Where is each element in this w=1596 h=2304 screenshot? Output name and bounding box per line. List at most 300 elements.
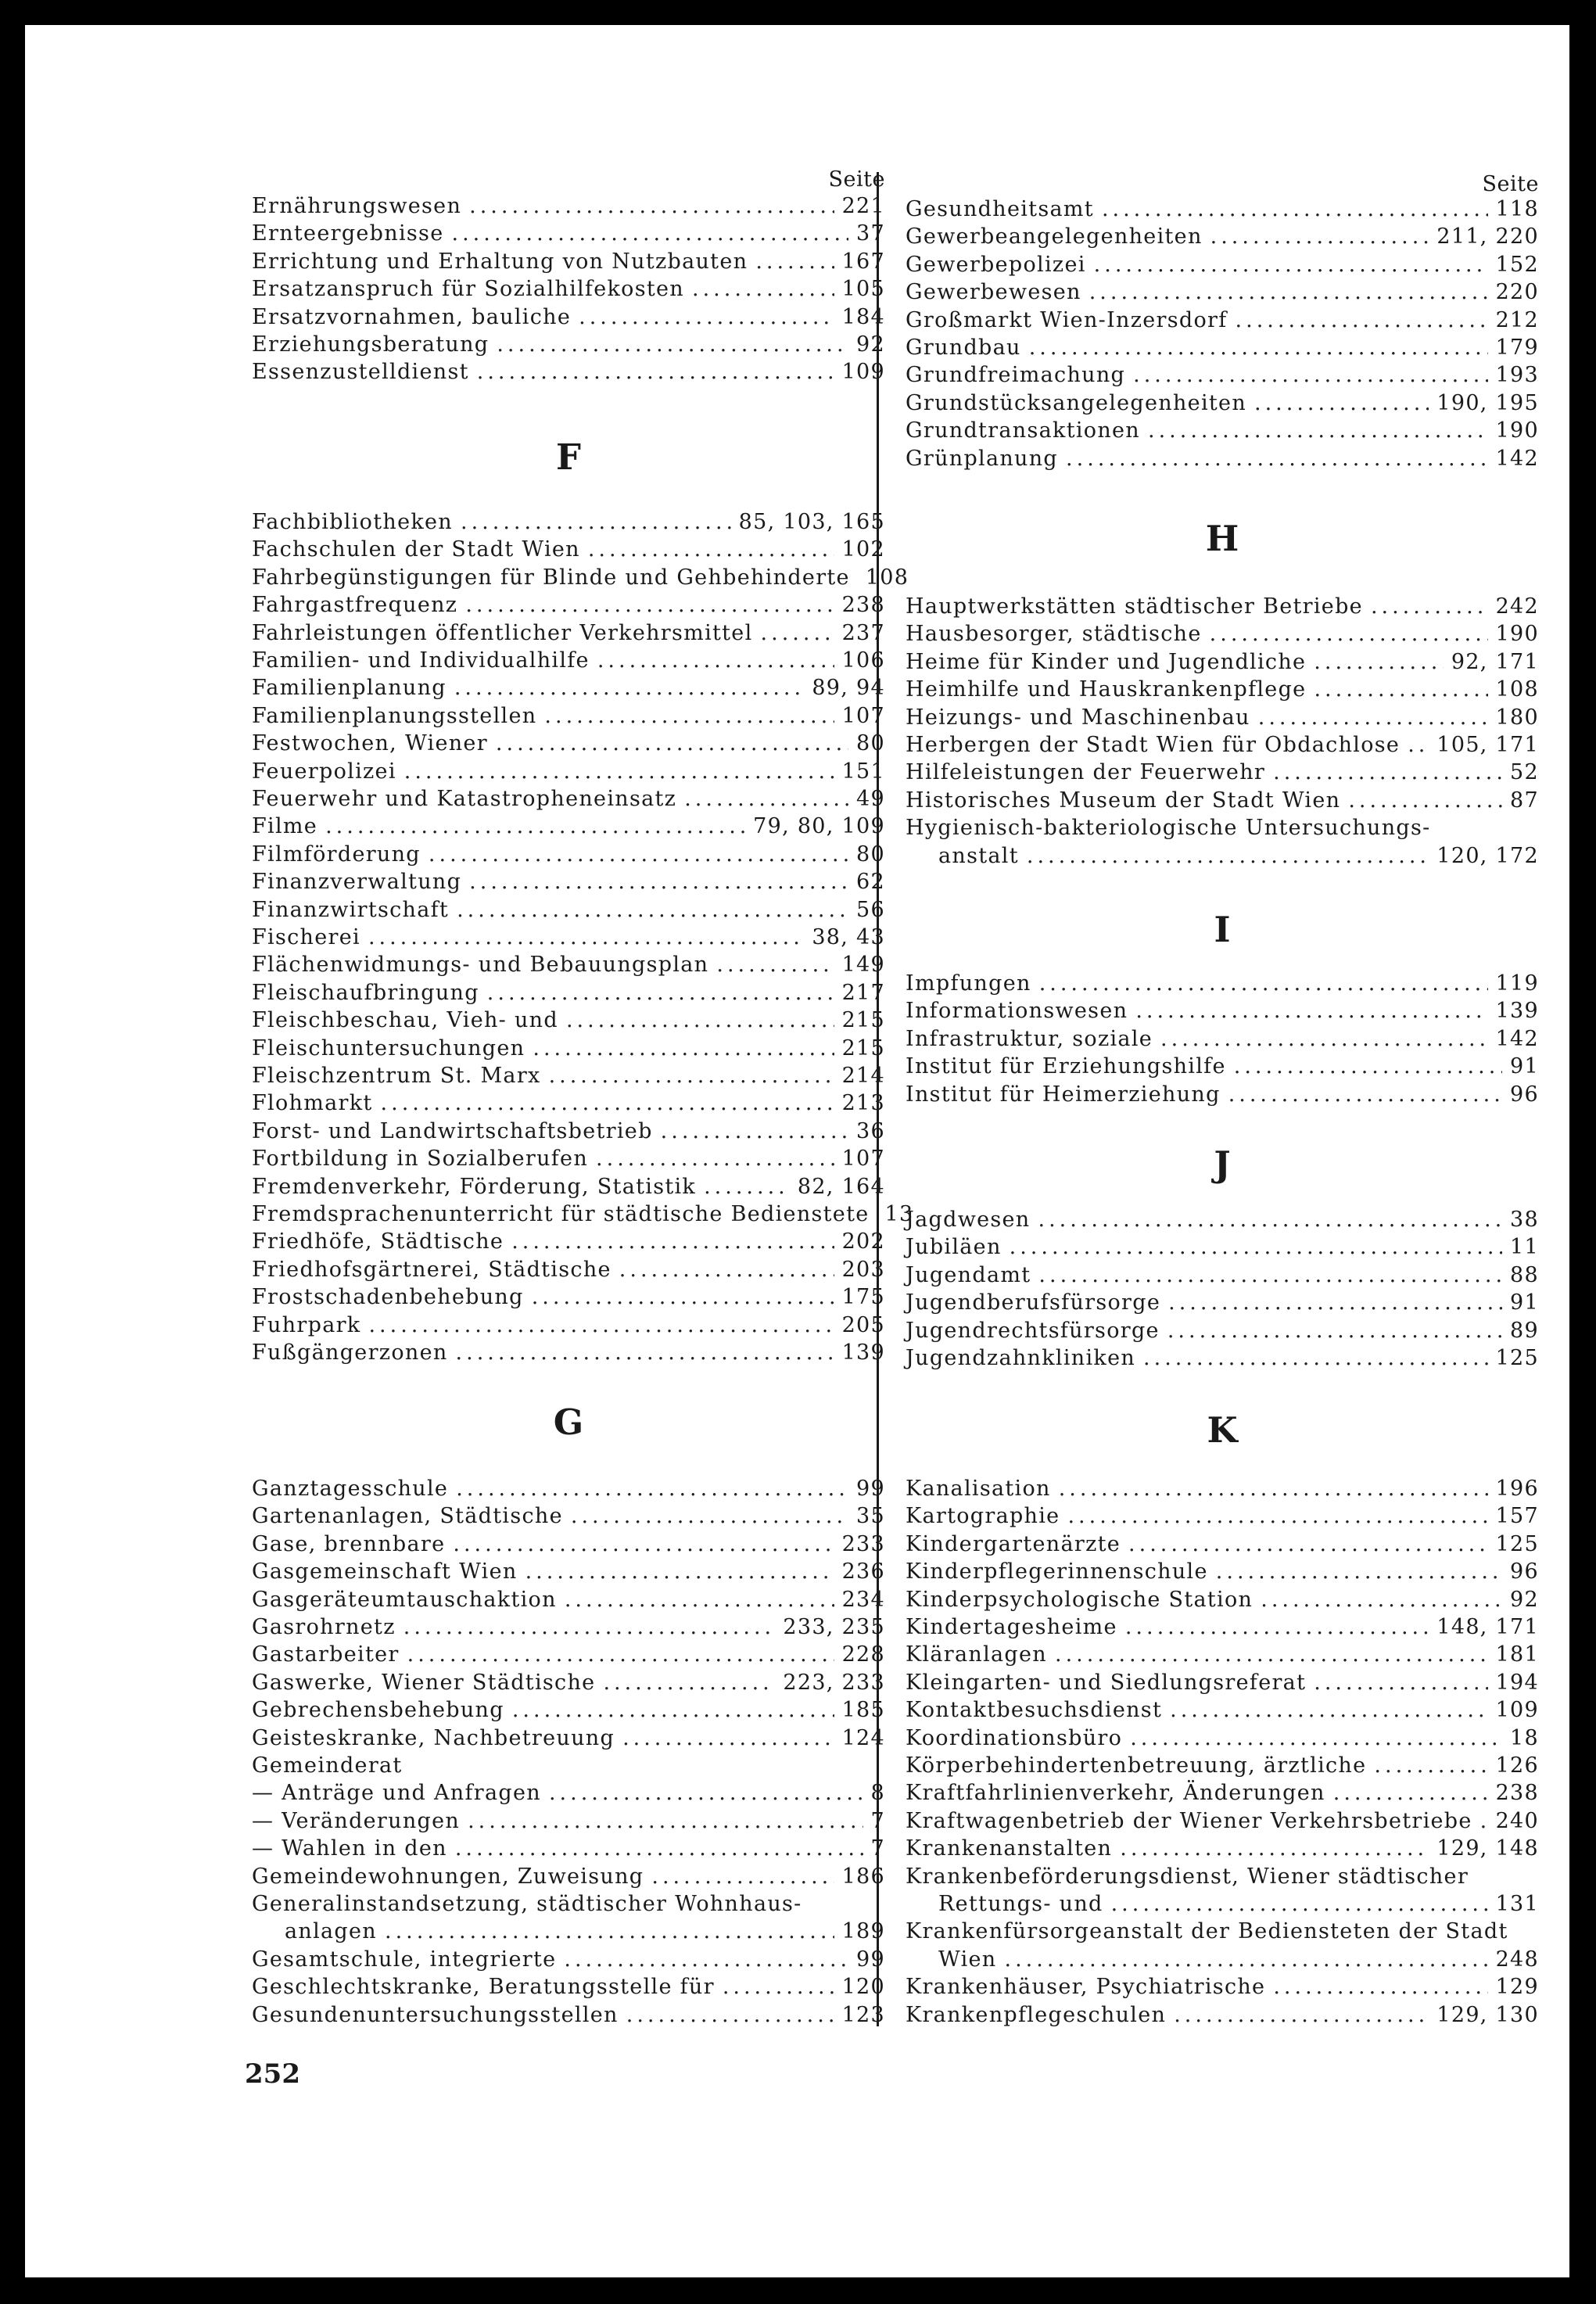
index-entry: [906, 1864, 1539, 1892]
dot-leader: [477, 360, 834, 384]
dot-leader: [1004, 1947, 1487, 1972]
entry-pages: 228: [841, 1642, 885, 1667]
entry-pages: 8: [870, 1781, 885, 1806]
entry-pages: 108: [1495, 677, 1539, 702]
dot-leader: [1111, 1892, 1488, 1916]
dot-leader: [1174, 2003, 1429, 2027]
entry-term: Kläranlagen: [906, 1642, 1047, 1667]
index-entry: [906, 1615, 1539, 1642]
entry-pages: 125: [1495, 1346, 1539, 1370]
dot-leader: [1038, 1263, 1502, 1287]
index-entry: [252, 1504, 885, 1531]
entry-term: Festwochen, Wiener: [252, 731, 488, 756]
dot-leader: [457, 898, 848, 922]
entry-pages: 126: [1495, 1753, 1539, 1778]
index-entry: [906, 1753, 1539, 1781]
entry-pages: 80: [856, 842, 885, 867]
dot-leader: [1216, 1559, 1502, 1584]
entry-pages: 124: [841, 1725, 885, 1750]
index-entry: [906, 197, 1539, 224]
entry-term: Fahrgastfrequenz: [252, 593, 458, 618]
entry-term: Hausbesorger, städtische: [906, 622, 1202, 647]
dot-leader: [1010, 1235, 1502, 1259]
index-entry: [252, 1477, 885, 1504]
entry-pages: 91: [1510, 1054, 1539, 1079]
entry-term: Fleischaufbringung: [252, 980, 479, 1005]
entry-term: Fachbibliotheken: [252, 510, 453, 534]
entry-pages: 139: [1495, 999, 1539, 1024]
index-entry: [252, 953, 885, 980]
entry-pages: 151: [841, 759, 885, 784]
entry-term: Hygienisch-bakteriologische Untersuchungs-: [906, 816, 1431, 841]
section-letter: I: [1214, 909, 1231, 950]
entry-term: Grundtransaktionen: [906, 418, 1140, 443]
dot-leader: [451, 221, 848, 246]
index-entry: [906, 1054, 1539, 1082]
index-entry: [252, 593, 885, 620]
entry-term: Grundfreimachung: [906, 363, 1126, 388]
entry-term: Krankenbeförderungsdienst, Wiener städtischer: [906, 1864, 1469, 1889]
index-entry: [252, 1202, 914, 1229]
entry-term: Kinderpsychologische Station: [906, 1587, 1253, 1612]
entry-pages: 196: [1495, 1477, 1539, 1501]
index-entry: [252, 1615, 885, 1642]
entry-term: Kleingarten- und Siedlungsreferat: [906, 1670, 1307, 1695]
entry-term: Jugendrechtsfürsorge: [906, 1318, 1160, 1343]
entry-term: Geschlechtskranke, Beratungsstelle für: [252, 1975, 715, 2000]
entry-term: Filme: [252, 814, 318, 839]
entry-term: Heizungs- und Maschinenbau: [906, 705, 1250, 730]
index-entry: [252, 360, 885, 387]
entry-term: Familien- und Individualhilfe: [252, 648, 590, 673]
dot-leader: [603, 1671, 775, 1695]
entry-term: Fremdsprachenunterricht für städtische Bedienstete: [252, 1202, 870, 1226]
entry-term: Gasgemeinschaft Wien: [252, 1559, 518, 1584]
index-entry: [906, 447, 1539, 474]
entry-pages: 203: [841, 1257, 885, 1282]
entry-term: Fahrbegünstigungen für Blinde und Gehbehinderte: [252, 565, 850, 590]
entry-pages: 214: [841, 1064, 885, 1088]
entry-pages: 237: [841, 620, 885, 645]
entry-term: Kanalisation: [906, 1477, 1051, 1501]
index-entry: [906, 1975, 1539, 2002]
entry-term: Kinderpflegerinnenschule: [906, 1559, 1208, 1584]
entry-term: Krankenpflegeschulen: [906, 2002, 1167, 2027]
dot-leader: [532, 1285, 834, 1309]
index-entry: [252, 1340, 885, 1368]
dot-leader: [1210, 224, 1429, 249]
entry-pages: 139: [841, 1340, 885, 1365]
entry-pages: 99: [856, 1477, 885, 1501]
entry-pages: 56: [856, 897, 885, 922]
index-entry: [906, 1947, 1539, 1975]
index-entry: [906, 650, 1539, 677]
index-entry: [906, 1642, 1539, 1670]
entry-term: Filmförderung: [252, 842, 421, 867]
entry-term: Heimhilfe und Hauskrankenpflege: [906, 677, 1307, 702]
dot-leader: [1261, 1588, 1502, 1612]
entry-term: Feuerpolizei: [252, 759, 396, 784]
dot-leader: [544, 704, 834, 728]
entry-pages: 205: [841, 1312, 885, 1337]
entry-term: Gaswerke, Wiener Städtische: [252, 1670, 596, 1695]
entry-pages: 91: [1510, 1290, 1539, 1315]
entry-pages: 193: [1495, 363, 1539, 388]
entry-pages: 7: [870, 1836, 885, 1861]
entry-term: Grundbau: [906, 336, 1021, 360]
dot-leader: [1333, 1781, 1488, 1805]
dot-leader: [497, 332, 848, 357]
entry-pages: 36: [856, 1118, 885, 1143]
entry-pages: 238: [841, 593, 885, 618]
index-entry: [906, 1290, 1539, 1318]
entry-term: Koordinationsbüro: [906, 1725, 1123, 1750]
entry-term: Fleischzentrum St. Marx: [252, 1064, 541, 1088]
dot-leader: [468, 1809, 863, 1833]
entry-term: Ernteergebnisse: [252, 221, 444, 246]
entry-term: Kindertagesheime: [906, 1615, 1117, 1639]
index-entry: [252, 249, 885, 277]
entry-pages: 180: [1495, 705, 1539, 730]
entry-pages: 96: [1510, 1082, 1539, 1107]
dot-leader: [1314, 677, 1487, 702]
seite-header-right: Seite: [1482, 172, 1539, 196]
entry-pages: 85, 103, 165: [738, 510, 885, 534]
entry-pages: 167: [841, 249, 885, 274]
index-entry: [252, 1175, 885, 1202]
entry-pages: 52: [1510, 760, 1539, 785]
entry-term: Infrastruktur, soziale: [906, 1026, 1153, 1051]
entry-term: Gemeindewohnungen, Zuweisung: [252, 1864, 644, 1889]
entry-pages: 79, 80, 109: [753, 814, 885, 839]
dot-leader: [1148, 418, 1488, 443]
entry-pages: 119: [1495, 971, 1539, 996]
entry-term: — Veränderungen: [252, 1808, 461, 1833]
index-entry: [906, 1559, 1539, 1587]
index-entry: [906, 760, 1539, 788]
entry-pages: 217: [841, 980, 885, 1005]
index-entry: [906, 391, 1539, 418]
entry-pages: 129: [1495, 1975, 1539, 2000]
entry-term: Gesamtschule, integrierte: [252, 1947, 557, 1972]
entry-pages: 92: [856, 332, 885, 357]
entry-pages: 148, 171: [1436, 1615, 1539, 1639]
index-entry: [252, 676, 885, 703]
index-entry: [252, 870, 885, 897]
entry-pages: 248: [1495, 1947, 1539, 1972]
entry-term: Kraftfahrlinienverkehr, Änderungen: [906, 1781, 1325, 1806]
entry-pages: 190, 195: [1436, 390, 1539, 415]
entry-term: Krankenhäuser, Psychiatrische: [906, 1975, 1266, 2000]
entry-pages: 35: [856, 1504, 885, 1529]
index-entry: [252, 1559, 885, 1587]
entry-pages: 105, 171: [1436, 733, 1539, 757]
dot-leader: [704, 1175, 790, 1199]
index-entry: [252, 1229, 885, 1257]
entry-pages: 120: [841, 1975, 885, 2000]
entry-term: Ganztagesschule: [252, 1477, 449, 1501]
entry-term: Krankenfürsorgeanstalt der Bediensteten der Stadt: [906, 1919, 1508, 1944]
index-entry: [252, 1036, 885, 1064]
dot-leader: [1374, 1753, 1487, 1778]
entry-term: Herbergen der Stadt Wien für Obdachlose: [906, 733, 1401, 757]
entry-term: anstalt: [938, 843, 1019, 868]
entry-pages: 211, 220: [1436, 224, 1539, 249]
dot-leader: [512, 1698, 834, 1722]
entry-pages: 202: [841, 1229, 885, 1254]
entry-pages: 149: [841, 953, 885, 978]
entry-pages: 129, 148: [1436, 1836, 1539, 1861]
entry-term: Gartenanlagen, Städtische: [252, 1504, 563, 1529]
entry-pages: 106: [841, 648, 885, 673]
entry-term: Gase, brennbare: [252, 1531, 446, 1556]
entry-pages: 234: [841, 1587, 885, 1612]
entry-pages: 120, 172: [1436, 843, 1539, 868]
index-entry: [906, 999, 1539, 1026]
index-entry: [252, 704, 885, 731]
entry-pages: 215: [841, 1035, 885, 1060]
entry-term: Jubiläen: [906, 1235, 1002, 1260]
dot-leader: [596, 1147, 834, 1171]
entry-term: Heime für Kinder und Jugendliche: [906, 649, 1307, 674]
entry-term: Friedhofsgärtnerei, Städtische: [252, 1257, 612, 1282]
entry-term: Hauptwerkstätten städtischer Betriebe: [906, 594, 1363, 619]
index-entry: [906, 1263, 1539, 1290]
section-letter: K: [1207, 1409, 1238, 1451]
dot-leader: [525, 1559, 834, 1584]
index-entry: [252, 565, 909, 593]
index-entry: [906, 1781, 1539, 1808]
dot-leader: [1067, 1504, 1487, 1528]
index-entry: [906, 1698, 1539, 1725]
entry-term: Gewerbeangelegenheiten: [906, 224, 1203, 249]
entry-pages: 109: [841, 360, 885, 385]
dot-leader: [1059, 1477, 1488, 1501]
entry-term: Ersatzanspruch für Sozialhilfekosten: [252, 277, 684, 302]
dot-leader: [465, 593, 834, 617]
dot-leader: [469, 194, 834, 218]
entry-term: Institut für Erziehungshilfe: [906, 1054, 1226, 1079]
index-entry: [252, 1753, 885, 1781]
index-entry: [906, 1208, 1539, 1235]
dot-leader: [1055, 1642, 1488, 1667]
index-entry: [906, 816, 1539, 843]
dot-leader: [325, 814, 745, 838]
entry-term: Gewerbepolizei: [906, 252, 1086, 277]
dot-leader: [456, 1340, 834, 1365]
entry-pages: 18: [1510, 1725, 1539, 1750]
index-entry: [906, 971, 1539, 999]
index-entry: [252, 1726, 885, 1753]
index-entry: [252, 1064, 885, 1091]
entry-term: Jugendzahnkliniken: [906, 1346, 1136, 1370]
index-entry: [906, 788, 1539, 816]
entry-pages: 223, 233: [783, 1670, 885, 1695]
dot-leader: [1258, 705, 1488, 730]
entry-pages: 89, 94: [812, 676, 885, 701]
index-entry: [906, 1836, 1539, 1864]
index-entry: [906, 733, 1539, 760]
index-entry: [252, 1864, 885, 1892]
dot-leader: [1371, 594, 1488, 619]
entry-term: Kartographie: [906, 1504, 1060, 1529]
entry-pages: 87: [1510, 788, 1539, 813]
dot-leader: [1168, 1290, 1502, 1315]
index-entry: [906, 418, 1539, 446]
dot-leader: [496, 731, 848, 755]
index-entry: [252, 621, 885, 648]
dot-leader: [1314, 1671, 1487, 1695]
dot-leader: [1128, 1532, 1488, 1556]
entry-term: Institut für Heimerziehung: [906, 1082, 1221, 1107]
entry-pages: 181: [1495, 1642, 1539, 1667]
index-entry: [252, 1671, 885, 1698]
entry-pages: 238: [1495, 1781, 1539, 1806]
entry-term: Generalinstandsetzung, städtischer Wohnhaus-: [252, 1892, 802, 1916]
entry-pages: 213: [841, 1091, 885, 1116]
entry-pages: 38: [1510, 1208, 1539, 1232]
entry-term: Fußgängerzonen: [252, 1340, 448, 1365]
dot-leader: [619, 1258, 834, 1282]
index-entry: [906, 280, 1539, 307]
entry-pages: 92, 171: [1451, 649, 1539, 674]
entry-term: Fuhrpark: [252, 1312, 361, 1337]
entry-term: Grünplanung: [906, 446, 1059, 471]
dot-leader: [579, 305, 834, 329]
index-entry: [906, 622, 1539, 649]
entry-pages: 142: [1495, 1026, 1539, 1051]
dot-leader: [461, 510, 731, 534]
dot-leader: [1228, 1082, 1502, 1107]
entry-term: Rettungs- und: [938, 1892, 1103, 1916]
entry-pages: 82, 164: [797, 1174, 885, 1199]
entry-term: Gasgeräteumtauschaktion: [252, 1587, 557, 1612]
index-entry: [906, 1346, 1539, 1373]
dot-leader: [1039, 971, 1488, 996]
dot-leader: [469, 870, 848, 894]
entry-pages: 7: [870, 1808, 885, 1833]
entry-pages: 215: [841, 1008, 885, 1033]
dot-leader: [1408, 733, 1429, 757]
index-entry: [252, 1642, 885, 1670]
entry-pages: 220: [1495, 280, 1539, 305]
entry-pages: 242: [1495, 594, 1539, 619]
entry-term: Ersatzvornahmen, bauliche: [252, 304, 572, 329]
section-letter: G: [553, 1401, 584, 1443]
index-entry: [906, 1919, 1539, 1947]
entry-term: Fremdenverkehr, Förderung, Statistik: [252, 1174, 697, 1199]
entry-pages: 99: [856, 1947, 885, 1972]
dot-leader: [692, 277, 834, 301]
entry-pages: 102: [841, 537, 885, 562]
entry-pages: 107: [841, 703, 885, 728]
dot-leader: [564, 1947, 848, 1972]
entry-pages: 11: [1510, 1235, 1539, 1260]
index-entry: [252, 194, 885, 221]
entry-term: Familienplanungsstellen: [252, 703, 537, 728]
seite-header-left: Seite: [828, 167, 885, 192]
entry-term: Kindergartenärzte: [906, 1531, 1121, 1556]
index-entry: [906, 253, 1539, 280]
entry-term: Gewerbewesen: [906, 280, 1081, 305]
entry-pages: 175: [841, 1285, 885, 1310]
entry-pages: 233: [841, 1531, 885, 1556]
index-entry: [906, 1477, 1539, 1504]
dot-leader: [1254, 391, 1429, 415]
entry-pages: 240: [1495, 1808, 1539, 1833]
entry-pages: 62: [856, 870, 885, 895]
index-entry: [252, 277, 885, 304]
entry-pages: 13: [884, 1202, 914, 1226]
section-letter: J: [1214, 1143, 1231, 1185]
entry-term: Fischerei: [252, 925, 360, 949]
entry-pages: 49: [856, 787, 885, 811]
dot-leader: [566, 1008, 834, 1032]
entry-term: Frostschadenbehebung: [252, 1285, 524, 1310]
dot-leader: [565, 1588, 834, 1612]
dot-leader: [368, 1313, 834, 1337]
dot-leader: [1480, 1809, 1488, 1833]
dot-leader: [454, 676, 804, 700]
entry-pages: 186: [841, 1864, 885, 1889]
entry-term: Jugendamt: [906, 1262, 1031, 1287]
entry-term: Großmarkt Wien-Inzersdorf: [906, 307, 1228, 332]
entry-pages: 236: [841, 1559, 885, 1584]
entry-pages: 190: [1495, 622, 1539, 647]
dot-leader: [761, 621, 834, 645]
dot-leader: [684, 787, 848, 811]
index-entry: [906, 1027, 1539, 1054]
dot-leader: [1170, 1698, 1487, 1722]
entry-pages: 212: [1495, 307, 1539, 332]
entry-pages: 152: [1495, 252, 1539, 277]
index-entry: [252, 510, 885, 537]
dot-leader: [716, 953, 834, 977]
index-entry: [252, 731, 885, 759]
entry-term: anlagen: [285, 1919, 377, 1944]
entry-term: Erziehungsberatung: [252, 332, 490, 357]
index-page: [25, 25, 1569, 2277]
index-entry: [252, 2003, 885, 2030]
index-entry: [906, 1671, 1539, 1698]
index-entry: [252, 1258, 885, 1285]
dot-leader: [723, 1975, 834, 1999]
entry-pages: 184: [841, 304, 885, 329]
entry-term: Kraftwagenbetrieb der Wiener Verkehrsbetriebe: [906, 1808, 1472, 1833]
index-entry: [906, 2003, 1539, 2030]
entry-pages: 80: [856, 731, 885, 756]
entry-term: Feuerwehr und Katastropheneinsatz: [252, 787, 677, 811]
dot-leader: [407, 1642, 834, 1667]
dot-leader: [533, 1036, 834, 1060]
dot-leader: [1273, 1975, 1487, 1999]
entry-term: — Anträge und Anfragen: [252, 1781, 541, 1806]
entry-pages: 118: [1495, 197, 1539, 221]
entry-term: Fahrleistungen öffentlicher Verkehrsmittel: [252, 620, 753, 645]
entry-term: Fortbildung in Sozialberufen: [252, 1147, 589, 1172]
entry-term: Friedhöfe, Städtische: [252, 1229, 504, 1254]
dot-leader: [1236, 308, 1488, 332]
dot-leader: [1210, 622, 1488, 646]
entry-pages: 92: [1510, 1587, 1539, 1612]
index-entry: [252, 332, 885, 360]
index-entry: [906, 705, 1539, 733]
entry-pages: 131: [1495, 1892, 1539, 1916]
entry-term: Forst- und Landwirtschaftsbetrieb: [252, 1118, 653, 1143]
dot-leader: [1089, 280, 1488, 304]
index-entry: [252, 1091, 885, 1118]
entry-pages: 96: [1510, 1559, 1539, 1584]
